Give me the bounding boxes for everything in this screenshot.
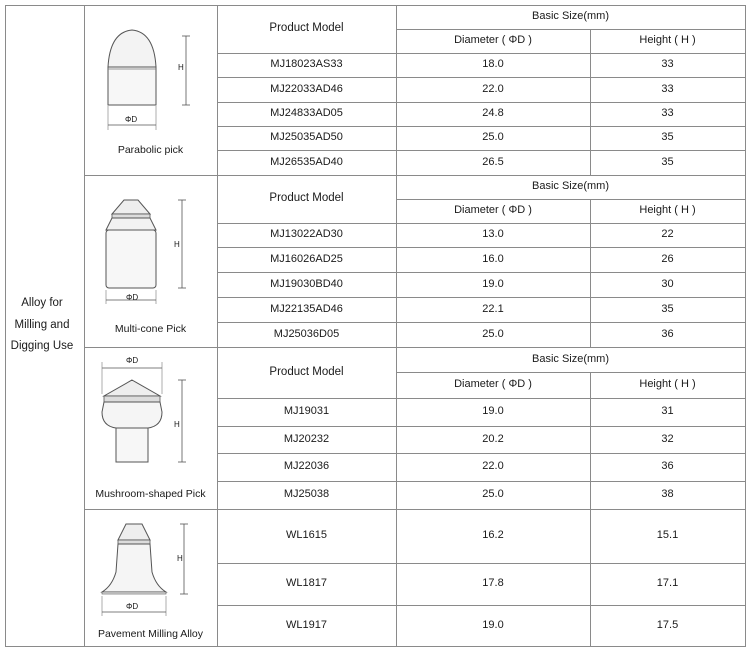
height-cell: 35 (661, 155, 674, 168)
pavement-alloy-drawing (92, 516, 210, 624)
diameter-cell: 26.5 (482, 155, 504, 168)
diameter-cell: 25.0 (482, 488, 504, 501)
row-divider (396, 372, 745, 373)
model-cell: MJ19030BD40 (270, 277, 343, 290)
height-cell: 33 (661, 82, 674, 95)
diameter-header: Diameter ( ΦD ) (454, 378, 532, 391)
height-cell: 36 (661, 460, 674, 473)
diameter-cell: 13.0 (482, 228, 504, 241)
diameter-cell: 20.2 (482, 432, 504, 445)
category-label-line: Digging Use (10, 340, 74, 353)
model-cell: WL1917 (286, 618, 327, 631)
pick-caption: Mushroom-shaped Pick (95, 488, 206, 500)
row-divider (217, 150, 745, 151)
diameter-cell: 25.0 (482, 327, 504, 340)
model-cell: MJ25035AD50 (270, 131, 343, 144)
height-cell: 17.1 (656, 577, 679, 590)
height-cell: 35 (661, 131, 674, 144)
diameter-cell: 22.1 (482, 302, 504, 315)
table-border (5, 646, 745, 647)
d-dim-label: ΦD (125, 115, 138, 124)
model-cell: MJ26535AD40 (270, 155, 343, 168)
height-cell: 22 (661, 228, 674, 241)
row-divider (396, 199, 745, 200)
model-cell: WL1615 (286, 529, 327, 542)
row-divider (217, 605, 745, 606)
diameter-cell: 19.0 (482, 618, 504, 631)
group-divider (84, 175, 745, 176)
model-cell: MJ18023AS33 (270, 58, 343, 71)
model-cell: MJ22033AD46 (270, 82, 343, 95)
table-border (745, 5, 746, 647)
basic-size-header: Basic Size(mm) (531, 10, 609, 23)
row-divider (217, 102, 745, 103)
diameter-cell: 19.0 (482, 277, 504, 290)
row-divider (217, 247, 745, 248)
row-divider (217, 426, 745, 427)
group-divider (84, 347, 745, 348)
row-divider (217, 453, 745, 454)
column-divider (590, 199, 591, 347)
diameter-cell: 18.0 (482, 58, 504, 71)
height-header: Height ( H ) (639, 204, 696, 217)
model-cell: MJ22135AD46 (270, 302, 343, 315)
category-label-line: Alloy for (21, 296, 63, 309)
row-divider (217, 297, 745, 298)
product-model-header: Product Model (269, 22, 344, 35)
row-divider (217, 481, 745, 482)
height-cell: 15.1 (656, 529, 679, 542)
row-divider (396, 29, 745, 30)
mushroom-pick-drawing (96, 352, 206, 470)
height-header: Height ( H ) (639, 378, 696, 391)
h-dim-label: H (174, 420, 180, 429)
column-divider (590, 29, 591, 53)
diameter-cell: 16.2 (482, 529, 504, 542)
table-border (5, 5, 745, 6)
height-cell: 17.5 (656, 618, 679, 631)
d-dim-label: ΦD (126, 356, 139, 365)
row-divider (217, 322, 745, 323)
basic-size-header: Basic Size(mm) (531, 352, 609, 365)
row-divider (217, 398, 745, 399)
model-cell: MJ16026AD25 (270, 252, 343, 265)
product-model-header: Product Model (269, 365, 344, 378)
row-divider (217, 223, 745, 224)
model-cell: MJ20232 (283, 432, 330, 445)
height-cell: 33 (661, 107, 674, 120)
diameter-cell: 16.0 (482, 252, 504, 265)
row-divider (217, 563, 745, 564)
pick-caption: Pavement Milling Alloy (97, 628, 204, 640)
diameter-header: Diameter ( ΦD ) (454, 204, 532, 217)
height-cell: 33 (661, 58, 674, 71)
diameter-cell: 22.0 (482, 82, 504, 95)
diameter-cell: 22.0 (482, 460, 504, 473)
table-border (5, 5, 6, 647)
model-cell: MJ19031 (283, 405, 330, 418)
category-label-line: Milling and (14, 318, 70, 331)
diameter-cell: 24.8 (482, 107, 504, 120)
height-cell: 26 (661, 252, 674, 265)
column-divider (84, 5, 85, 647)
h-dim-label: H (177, 554, 183, 563)
basic-size-header: Basic Size(mm) (531, 180, 609, 193)
model-cell: MJ22036 (283, 460, 330, 473)
multi-cone-pick-drawing (96, 192, 206, 310)
height-cell: 36 (661, 327, 674, 340)
model-cell: MJ25036D05 (273, 327, 340, 340)
diameter-header: Diameter ( ΦD ) (454, 34, 532, 47)
column-divider (590, 53, 591, 175)
height-cell: 30 (661, 277, 674, 290)
row-divider (217, 126, 745, 127)
model-cell: MJ25038 (283, 488, 330, 501)
d-dim-label: ΦD (126, 293, 139, 302)
height-cell: 31 (661, 405, 674, 418)
model-cell: MJ13022AD30 (270, 228, 343, 241)
model-cell: WL1817 (286, 577, 327, 590)
parabolic-pick-drawing (96, 24, 206, 136)
pick-caption: Multi-cone Pick (114, 323, 187, 335)
group-divider (84, 509, 745, 510)
category-label (0, 0, 84, 651)
height-cell: 38 (661, 488, 674, 501)
diameter-cell: 17.8 (482, 577, 504, 590)
h-dim-label: H (178, 63, 184, 72)
h-dim-label: H (174, 240, 180, 249)
model-cell: MJ24833AD05 (270, 107, 343, 120)
d-dim-label: ΦD (126, 602, 139, 611)
height-cell: 35 (661, 302, 674, 315)
row-divider (217, 53, 745, 54)
height-cell: 32 (661, 432, 674, 445)
height-header: Height ( H ) (639, 34, 696, 47)
pick-caption: Parabolic pick (117, 144, 184, 156)
diameter-cell: 25.0 (482, 131, 504, 144)
product-model-header: Product Model (269, 192, 344, 205)
row-divider (217, 77, 745, 78)
diameter-cell: 19.0 (482, 405, 504, 418)
row-divider (217, 272, 745, 273)
